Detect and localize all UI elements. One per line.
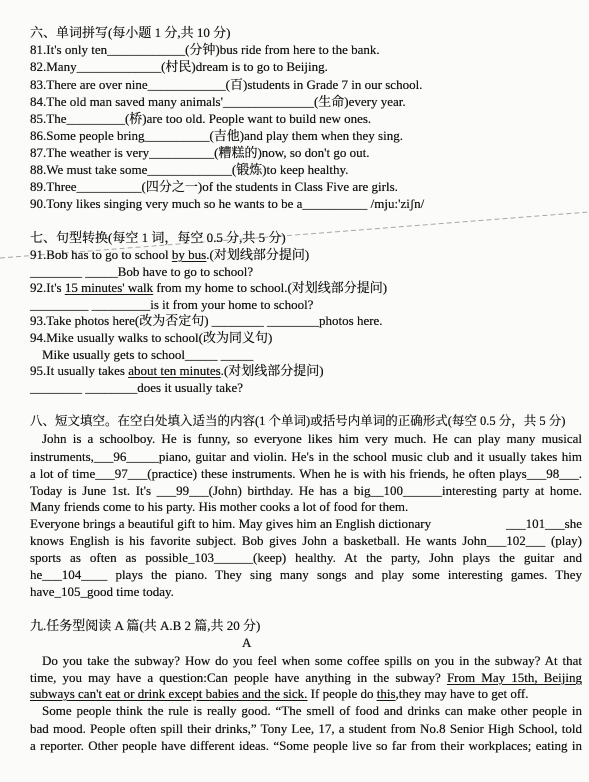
question-87: 87.The weather is very__________(糟糕的)now, so don't go out. [30, 145, 370, 160]
question-95 [30, 362, 324, 379]
instruction-text: .(对划线部分提问) [220, 363, 324, 378]
answer-line-94: Mike usually gets to school_____ _____ [42, 347, 254, 362]
passage-line [30, 685, 529, 702]
passage-line: have_105_good time today. [30, 584, 174, 599]
passage-label: A [242, 635, 252, 650]
question-text: 95.It usually takes [30, 363, 129, 378]
underlined-sentence: From May 15th, Beijing [446, 670, 582, 685]
passage-line: instruments,___96_____piano, guitar and violin. He's in the school music club and it usually takes him [30, 449, 582, 464]
passage-text: If people do [307, 686, 377, 701]
section-7-heading: 七、句型转换(每空 1 词，每空 0.5 分,共 5 分) [30, 230, 286, 245]
question-text: 91.Bob has to go to school [30, 247, 172, 262]
passage-line: knows English is his favorite subject. Bob gives John a basketball. He wants John___102___ (play) [30, 533, 582, 548]
passage-line-left: Everyone brings a beautiful gift to him. May gives him an English dictionary [30, 516, 432, 531]
question-94: 94.Mike usually walks to school(改为同义句) [30, 330, 273, 345]
section-6-heading: 六、单词拼写(每小题 1 分,共 10 分) [30, 25, 231, 40]
passage-line: Do you take the subway? How do you feel when some coffee spills on you in the subway? At that [42, 653, 582, 668]
underlined-sentence: subways can't eat or drink except babies and the sick. [30, 686, 308, 701]
question-84: 84.The old man saved many animals'______________(生命)every year. [30, 94, 406, 109]
question-text: 92.It's [30, 280, 65, 295]
underlined-phrase: by bus [171, 247, 207, 262]
instruction-text: from my home to school.(对划线部分提问) [153, 280, 388, 295]
question-81: 81.It's only ten____________(分钟)bus ride from here to the bank. [30, 42, 380, 57]
passage-line [30, 515, 582, 532]
passage-line: a reporter. Other people have different ideas. “Some people live so far from their workplaces; eating in [30, 738, 582, 753]
passage-line: Today is June 1st. It's ___99___(John) birthday. He has a big__100______interesting party at home. [30, 483, 582, 498]
passage-line: a lot of time___97___(practice) these instruments. When he is with his friends, he often plays___98___. [30, 466, 582, 481]
passage-line: Some people think the rule is really good. “The smell of food and drinks can make other people in [42, 703, 582, 718]
question-83: 83.There are over nine____________(百)students in Grade 7 in our school. [30, 77, 423, 92]
answer-line-92: _________ _________is it from your home to school? [30, 297, 314, 312]
answer-line-95: ________ ________does it usually take? [30, 380, 244, 395]
passage-line: bad mood. People often spill their drinks,” Tony Lee, 17, a student from No.8 Senior High School, told [30, 721, 582, 736]
question-89: 89.Three__________(四分之一)of the students in Class Five are girls. [30, 179, 398, 194]
question-85: 85.The_________(桥)are too old. People want to build new ones. [30, 111, 372, 126]
section-9-heading: 九.任务型阅读 A 篇(共 A.B 2 篇,共 20 分) [30, 618, 261, 633]
question-88: 88.We must take some_____________(锻炼)to keep healthy. [30, 162, 349, 177]
passage-line: sports as often as possible_103______(keep) healthy. At the party, John plays the guitar and [30, 550, 582, 565]
question-93: 93.Take photos here(改为否定句) ________ ________photos here. [30, 313, 383, 328]
answer-line-91: ________ _____Bob have to go to school? [30, 264, 254, 279]
passage-line: he___104____ plays the piano. They sing many songs and play some interesting games. They [30, 567, 582, 582]
question-92 [30, 279, 387, 296]
passage-line: John is a schoolboy. He is funny, so everyone likes him very much. He can play many musical [42, 431, 582, 446]
passage-line: Many friends come to his party. His mother cooks a lot of food for them. [30, 499, 409, 514]
underlined-phrase: about ten minutes [128, 363, 221, 378]
question-90: 90.Tony likes singing very much so he wants to be a__________ /mju:'ziʃn/ [30, 196, 425, 211]
question-91 [30, 246, 309, 263]
question-82: 82.Many_____________(村民)dream is to go to Beijing. [30, 59, 328, 74]
question-86: 86.Some people bring__________(吉他)and play them when they sing. [30, 128, 403, 143]
underlined-phrase: 15 minutes' walk [64, 280, 154, 295]
passage-text: time, you may have a question:Can people have anything in the subway? [30, 670, 447, 685]
instruction-text: .(对划线部分提问) [206, 247, 310, 262]
passage-line [30, 669, 582, 686]
section-8-heading: 八、短文填空。在空白处填入适当的内容(1 个单词)或括号内单词的正确形式(每空 0.5 分，共 5 分) [30, 414, 566, 428]
passage-text: ,they may have to get off. [395, 686, 529, 701]
blank-101: ___101___she [506, 516, 582, 531]
underlined-word: this [376, 686, 396, 701]
